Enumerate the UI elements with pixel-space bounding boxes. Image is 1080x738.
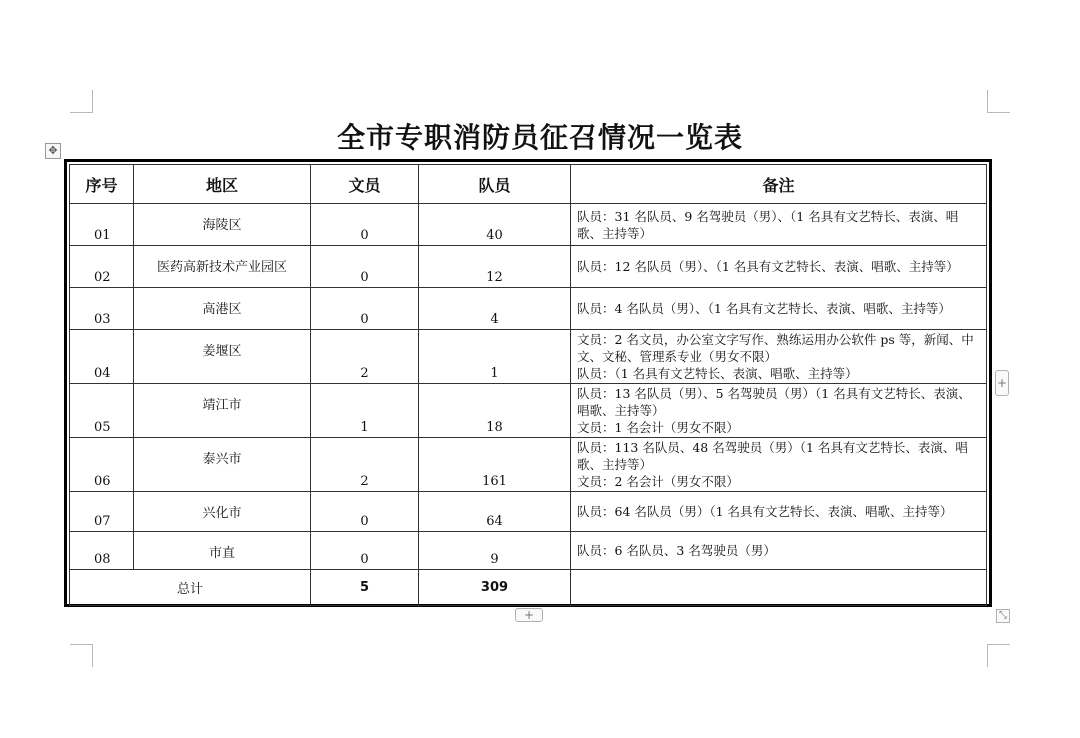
cell-members[interactable]: 1: [419, 330, 571, 384]
total-members[interactable]: 309: [419, 570, 571, 606]
cell-members[interactable]: 64: [419, 492, 571, 532]
cell-region[interactable]: 泰兴市: [134, 438, 311, 492]
note-line: 队员：31 名队员、9 名驾驶员（男）、（1 名具有文艺特长、表演、唱歌、主持等）: [577, 208, 959, 241]
table-move-handle[interactable]: [45, 143, 61, 159]
cell-region[interactable]: 高港区: [134, 288, 311, 330]
cell-seq[interactable]: 01: [70, 204, 134, 246]
page-corner-mark-bottom-left: [70, 644, 93, 667]
note-line: 队员：13 名队员（男）、5 名驾驶员（男）（1 名具有文艺特长、表演、唱歌、主持等）: [577, 386, 971, 418]
cell-region[interactable]: 医药高新技术产业园区: [134, 246, 311, 288]
page-corner-mark-bottom-right: [987, 644, 1010, 667]
header-notes: 备注: [571, 165, 987, 204]
cell-region[interactable]: 靖江市: [134, 384, 311, 438]
total-label[interactable]: 总计: [70, 570, 311, 606]
cell-seq[interactable]: 04: [70, 330, 134, 384]
cell-seq[interactable]: 07: [70, 492, 134, 532]
header-clerks: 文员: [311, 165, 419, 204]
note-line: 队员：4 名队员（男）、（1 名具有文艺特长、表演、唱歌、主持等）: [577, 301, 951, 316]
page-corner-mark-top-right: [987, 90, 1010, 113]
cell-region[interactable]: 海陵区: [134, 204, 311, 246]
cell-seq[interactable]: 06: [70, 438, 134, 492]
resize-icon: ⤡: [999, 610, 1007, 621]
cell-members[interactable]: 12: [419, 246, 571, 288]
cell-seq[interactable]: 08: [70, 532, 134, 570]
note-line: 文员：2 名会计（男女不限）: [577, 474, 739, 489]
cell-clerks[interactable]: 0: [311, 492, 419, 532]
note-line: 文员：1 名会计（男女不限）: [577, 420, 739, 435]
note-line: 队员：12 名队员（男）、（1 名具有文艺特长、表演、唱歌、主持等）: [577, 259, 959, 274]
cell-notes[interactable]: [571, 492, 987, 532]
cell-members[interactable]: 4: [419, 288, 571, 330]
cell-seq[interactable]: 03: [70, 288, 134, 330]
cell-members[interactable]: 161: [419, 438, 571, 492]
recruitment-table-frame: [64, 159, 992, 607]
add-column-button[interactable]: [995, 370, 1009, 396]
page-title: 全市专职消防员征召情况一览表: [336, 121, 743, 154]
table-row: [70, 438, 987, 492]
page-corner-mark-top-left: [70, 90, 93, 113]
cell-clerks[interactable]: 0: [311, 204, 419, 246]
cell-notes[interactable]: [571, 384, 987, 438]
header-members: 队员: [419, 165, 571, 204]
cell-seq[interactable]: 02: [70, 246, 134, 288]
cell-members[interactable]: 18: [419, 384, 571, 438]
cell-notes[interactable]: [571, 246, 987, 288]
cell-notes[interactable]: [571, 532, 987, 570]
cell-region[interactable]: 姜堰区: [134, 330, 311, 384]
move-icon: ✥: [48, 144, 58, 157]
cell-members[interactable]: 9: [419, 532, 571, 570]
cell-notes[interactable]: [571, 330, 987, 384]
note-line: 队员：（1 名具有文艺特长、表演、唱歌、主持等）: [577, 366, 858, 381]
plus-icon: +: [996, 376, 1008, 390]
plus-icon: +: [523, 608, 535, 622]
cell-clerks[interactable]: 2: [311, 330, 419, 384]
total-row: [70, 570, 987, 606]
table-row: [70, 330, 987, 384]
table-row: [70, 384, 987, 438]
table-row: [70, 492, 987, 532]
cell-clerks[interactable]: 0: [311, 288, 419, 330]
note-line: 队员：6 名队员、3 名驾驶员（男）: [577, 543, 776, 558]
cell-clerks[interactable]: 1: [311, 384, 419, 438]
cell-members[interactable]: 40: [419, 204, 571, 246]
cell-notes[interactable]: [571, 204, 987, 246]
total-notes[interactable]: [571, 570, 987, 606]
cell-region[interactable]: 兴化市: [134, 492, 311, 532]
cell-notes[interactable]: [571, 438, 987, 492]
note-line: 队员：113 名队员、48 名驾驶员（男）（1 名具有文艺特长、表演、唱歌、主持等）: [577, 440, 968, 472]
cell-notes[interactable]: [571, 288, 987, 330]
note-line: 文员：2 名文员，办公室文字写作、熟练运用办公软件 ps 等，新闻、中文、文秘、管理系专业（男女不限）: [577, 332, 974, 364]
cell-clerks[interactable]: 0: [311, 532, 419, 570]
note-line: 队员：64 名队员（男）（1 名具有文艺特长、表演、唱歌、主持等）: [577, 504, 953, 519]
header-region: 地区: [134, 165, 311, 204]
recruitment-table: [69, 164, 987, 606]
cell-region[interactable]: 市直: [134, 532, 311, 570]
table-row: [70, 532, 987, 570]
cell-seq[interactable]: 05: [70, 384, 134, 438]
table-row: [70, 246, 987, 288]
table-resize-handle[interactable]: [996, 609, 1010, 623]
cell-clerks[interactable]: 2: [311, 438, 419, 492]
total-clerks[interactable]: 5: [311, 570, 419, 606]
table-row: [70, 204, 987, 246]
add-row-button[interactable]: [515, 608, 543, 622]
cell-clerks[interactable]: 0: [311, 246, 419, 288]
table-header-row: [70, 165, 987, 204]
table-row: [70, 288, 987, 330]
header-seq: 序号: [70, 165, 134, 204]
